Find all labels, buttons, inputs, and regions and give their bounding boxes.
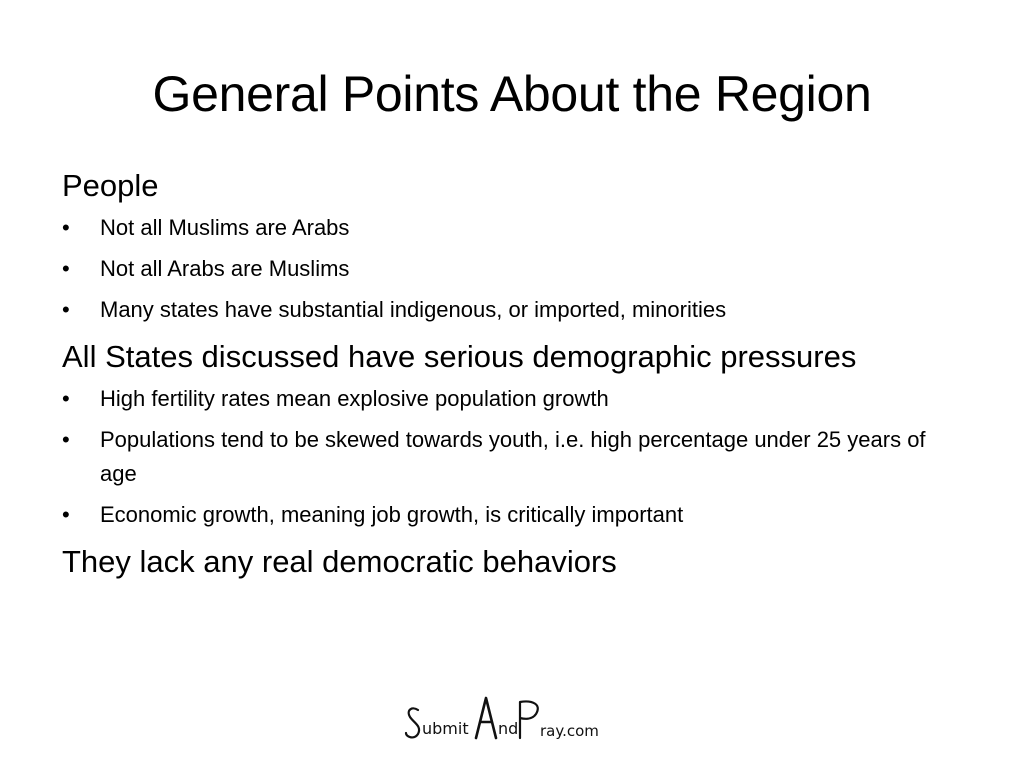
bullet-marker: • (62, 256, 70, 281)
bullet-text: Not all Arabs are Muslims (100, 256, 350, 281)
bullet-list (62, 382, 962, 532)
svg-text:ubmit: ubmit (422, 719, 469, 738)
site-logo (0, 690, 1024, 755)
section-heading: All States discussed have serious demographic pressures (62, 339, 857, 374)
bullet-item (62, 382, 962, 416)
bullet-text: Not all Muslims are Arabs (100, 215, 350, 240)
bullet-marker: • (62, 215, 70, 240)
bullet-item (62, 498, 962, 532)
bullet-text: Populations tend to be skewed towards youth, i.e. high percentage under 25 years of age (100, 427, 926, 486)
bullet-marker: • (62, 502, 70, 527)
slide-content (62, 163, 962, 585)
bullet-text: Economic growth, meaning job growth, is critically important (100, 502, 684, 527)
bullet-marker: • (62, 297, 70, 322)
bullet-item (62, 252, 962, 286)
slide-title: General Points About the Region (152, 66, 872, 122)
submitandpray-logo (402, 690, 622, 750)
bullet-item (62, 423, 962, 491)
svg-text:nd: nd (498, 719, 519, 738)
section-people (62, 163, 962, 327)
bullet-item (62, 293, 962, 327)
bullet-list (62, 211, 962, 327)
bullet-text: Many states have substantial indigenous, or imported, minorities (100, 297, 727, 322)
bullet-marker: • (62, 427, 70, 452)
section-heading: They lack any real democratic behaviors (62, 544, 617, 579)
section-heading: People (62, 168, 159, 203)
section-demographics (62, 334, 962, 532)
section-democracy (62, 539, 962, 585)
bullet-item (62, 211, 962, 245)
bullet-marker: • (62, 386, 70, 411)
svg-text:ray.com: ray.com (540, 722, 599, 740)
bullet-text: High fertility rates mean explosive population growth (100, 386, 609, 411)
